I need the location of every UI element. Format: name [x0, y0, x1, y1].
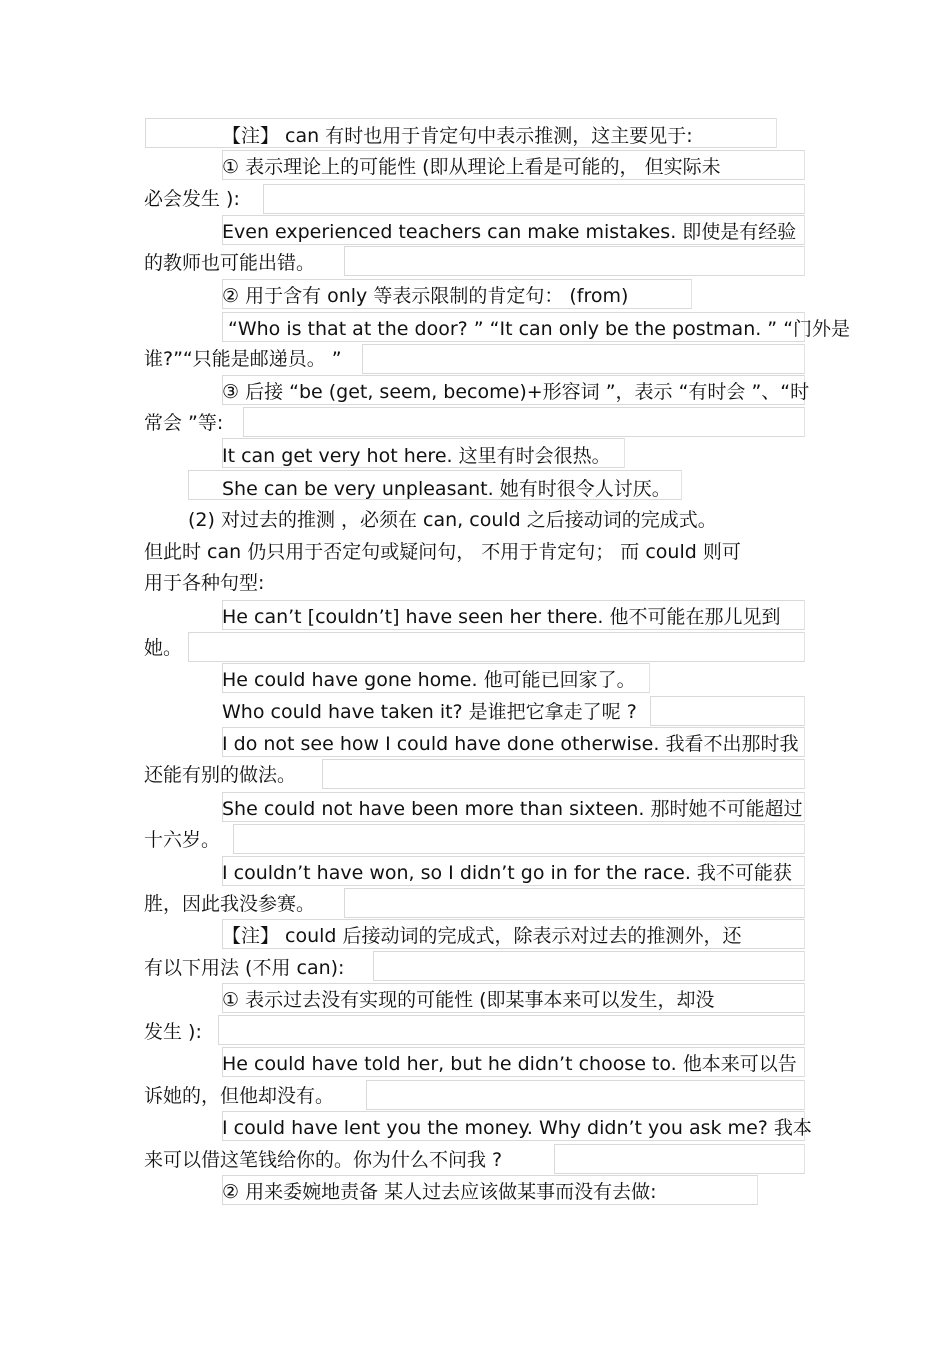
text-line: 发生 ):	[144, 1021, 202, 1043]
text-line: ① 表示过去没有实现的可能性 (即某事本来可以发生，却没	[222, 989, 715, 1011]
text-line: 用于各种句型:	[144, 572, 265, 594]
text-line: She could not have been more than sixteen. 那时她不可能超过	[222, 798, 803, 820]
text-line: I do not see how I could have done otherwise. 我看不出那时我	[222, 733, 799, 755]
text-line: 谁?”“只能是邮递员。 ”	[144, 348, 342, 370]
text-line: ③ 后接 “be (get, seem, become)+形容词 ”，表示 “有时会 ”、“时	[222, 381, 810, 403]
text-line: Even experienced teachers can make mistakes. 即使是有经验	[222, 221, 797, 243]
text-line: He could have told her, but he didn’t choose to. 他本来可以告	[222, 1053, 797, 1075]
text-box-frame	[322, 759, 805, 789]
text-line: “Who is that at the door? ” “It can only be the postman. ” “门外是	[228, 318, 851, 340]
text-line: He can’t [couldn’t] have seen her there. 他不可能在那儿见到	[222, 606, 781, 628]
text-line: 必会发生 ):	[144, 188, 240, 210]
text-line: 常会 ”等:	[144, 412, 224, 434]
text-line: ① 表示理论上的可能性 (即从理论上看是可能的， 但实际未	[222, 156, 721, 178]
text-line: She can be very unpleasant. 她有时很令人讨厌。	[222, 478, 671, 500]
text-line: 她。	[144, 637, 183, 659]
text-line: It can get very hot here. 这里有时会很热。	[222, 445, 611, 467]
text-line: ② 用来委婉地责备 某人过去应该做某事而没有去做:	[222, 1181, 657, 1203]
text-box-frame	[650, 696, 805, 726]
text-box-frame	[344, 246, 805, 276]
text-box-frame	[554, 1144, 805, 1174]
text-box-frame	[366, 1080, 805, 1110]
text-box-frame	[243, 407, 805, 437]
text-box-frame	[218, 1015, 805, 1045]
text-line: 【注】 could 后接动词的完成式，除表示对过去的推测外，还	[222, 925, 742, 947]
text-line: 十六岁。	[144, 829, 221, 851]
text-line: I could have lent you the money. Why didn’t you ask me? 我本	[222, 1117, 812, 1139]
text-line: He could have gone home. 他可能已回家了。	[222, 669, 636, 691]
text-line: Who could have taken it? 是谁把它拿走了呢 ?	[222, 701, 637, 723]
text-line: 诉她的，但他却没有。	[144, 1085, 335, 1107]
text-line: 来可以借这笔钱给你的。你为什么不问我 ?	[144, 1149, 503, 1171]
text-line: 还能有别的做法。	[144, 764, 297, 786]
text-line: 胜，因此我没参赛。	[144, 893, 316, 915]
text-box-frame	[188, 632, 805, 662]
text-box-frame	[263, 184, 805, 214]
text-line: I couldn’t have won, so I didn’t go in for the race. 我不可能获	[222, 862, 792, 884]
text-line: 【注】 can 有时也用于肯定句中表示推测，这主要见于:	[222, 125, 693, 147]
text-line: 的教师也可能出错。	[144, 252, 316, 274]
text-box-frame	[344, 888, 805, 918]
text-line: 但此时 can 仍只用于否定句或疑问句， 不用于肯定句； 而 could 则可	[144, 541, 741, 563]
text-box-frame	[233, 824, 805, 854]
text-line: ② 用于含有 only 等表示限制的肯定句： (from)	[222, 285, 629, 307]
text-line: 有以下用法 (不用 can):	[144, 957, 345, 979]
text-box-frame	[362, 344, 805, 374]
text-line: (2) 对过去的推测 ，必须在 can, could 之后接动词的完成式。	[188, 509, 717, 531]
text-box-frame	[373, 951, 805, 981]
